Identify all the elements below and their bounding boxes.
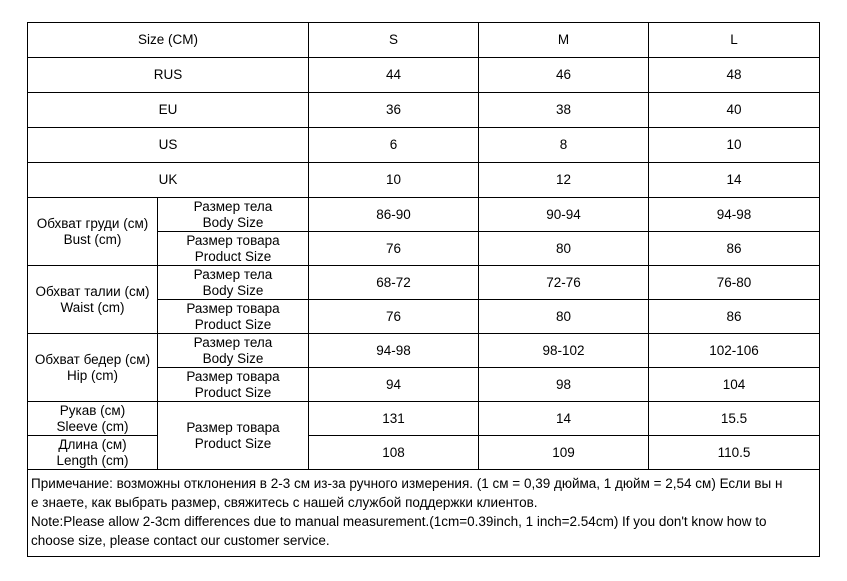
cell: 48: [649, 58, 820, 93]
note-en-line-1: Note:Please allow 2-3cm differences due to manual measurement.(1cm=0.39inch, 1 inch=2.54cm) If you don't know how to: [31, 514, 767, 529]
body-size-en: Body Size: [202, 282, 264, 298]
product-size-en: Product Size: [194, 435, 272, 451]
cell: 76: [309, 232, 479, 266]
body-size-label: [158, 266, 309, 300]
row-eu: [28, 93, 820, 128]
cell: 38: [479, 93, 649, 128]
product-size-label: [158, 300, 309, 334]
note-row: [28, 470, 820, 557]
row-us: [28, 128, 820, 163]
cell: 86: [649, 232, 820, 266]
hip-label-ru: Обхват бедер (см): [34, 351, 151, 367]
note-ru-line-1: Примечание: возможны отклонения в 2-3 см из-за ручного измерения. (1 см = 0,39 дюйма, 1 дюйм = 2,54 см) Если вы н: [31, 476, 783, 491]
row-waist-body: [28, 266, 820, 300]
sleeve-label: [28, 402, 158, 436]
note-en-line-2: choose size, please contact our customer service.: [31, 533, 330, 548]
cell: 46: [479, 58, 649, 93]
row-rus: [28, 58, 820, 93]
cell: 76-80: [649, 266, 820, 300]
waist-label-ru: Обхват талии (см): [35, 283, 150, 299]
row-label: RUS: [28, 58, 309, 93]
row-hip-body: [28, 334, 820, 368]
cell: 98-102: [479, 334, 649, 368]
row-label: UK: [28, 163, 309, 198]
cell: 94-98: [649, 198, 820, 232]
cell: 131: [309, 402, 479, 436]
length-label: [28, 436, 158, 470]
cell: 40: [649, 93, 820, 128]
product-size-label: [158, 368, 309, 402]
body-size-ru: Размер тела: [193, 334, 273, 350]
cell: 6: [309, 128, 479, 163]
hip-label-en: Hip (cm): [67, 367, 118, 383]
cell: 68-72: [309, 266, 479, 300]
length-label-en: Length (cm): [56, 452, 129, 468]
cell: 110.5: [649, 436, 820, 470]
cell: 10: [309, 163, 479, 198]
product-size-en: Product Size: [194, 384, 272, 400]
header-row: [28, 23, 820, 58]
cell: 108: [309, 436, 479, 470]
product-size-ru: Размер товара: [186, 419, 280, 435]
size-chart-table: [27, 22, 820, 557]
cell: 10: [649, 128, 820, 163]
product-size-label: [158, 232, 309, 266]
size-chart: [27, 22, 819, 557]
cell: 76: [309, 300, 479, 334]
waist-label: [28, 266, 158, 334]
product-size-ru: Размер товара: [186, 368, 280, 384]
cell: 44: [309, 58, 479, 93]
body-size-en: Body Size: [202, 350, 264, 366]
cell: 94: [309, 368, 479, 402]
bust-label-ru: Обхват груди (см): [36, 215, 149, 231]
bust-label-en: Bust (cm): [63, 231, 122, 247]
sleeve-label-en: Sleeve (cm): [56, 418, 129, 434]
cell: 80: [479, 232, 649, 266]
waist-label-en: Waist (cm): [60, 299, 125, 315]
body-size-ru: Размер тела: [193, 266, 273, 282]
cell: 98: [479, 368, 649, 402]
length-label-ru: Длина (см): [58, 436, 127, 452]
row-length: [28, 436, 820, 470]
row-uk: [28, 163, 820, 198]
cell: 8: [479, 128, 649, 163]
size-s-header: S: [309, 23, 479, 58]
bust-label: [28, 198, 158, 266]
size-m-header: M: [479, 23, 649, 58]
cell: 12: [479, 163, 649, 198]
product-size-label: [158, 402, 309, 470]
cell: 94-98: [309, 334, 479, 368]
body-size-en: Body Size: [202, 214, 264, 230]
cell: 90-94: [479, 198, 649, 232]
cell: 36: [309, 93, 479, 128]
size-l-header: L: [649, 23, 820, 58]
sleeve-label-ru: Рукав (см): [59, 402, 126, 418]
cell: 86-90: [309, 198, 479, 232]
row-label: EU: [28, 93, 309, 128]
product-size-ru: Размер товара: [186, 232, 280, 248]
cell: 102-106: [649, 334, 820, 368]
cell: 104: [649, 368, 820, 402]
cell: 15.5: [649, 402, 820, 436]
row-bust-body: [28, 198, 820, 232]
product-size-en: Product Size: [194, 248, 272, 264]
header-label: Size (CM): [28, 23, 309, 58]
cell: 14: [479, 402, 649, 436]
row-sleeve: [28, 402, 820, 436]
body-size-label: [158, 198, 309, 232]
hip-label: [28, 334, 158, 402]
note-ru-line-2: е знаете, как выбрать размер, свяжитесь с нашей службой поддержки клиентов.: [31, 495, 538, 510]
cell: 72-76: [479, 266, 649, 300]
product-size-ru: Размер товара: [186, 300, 280, 316]
body-size-ru: Размер тела: [193, 198, 273, 214]
cell: 14: [649, 163, 820, 198]
cell: 109: [479, 436, 649, 470]
row-label: US: [28, 128, 309, 163]
cell: 80: [479, 300, 649, 334]
cell: 86: [649, 300, 820, 334]
measurement-note: [28, 470, 820, 557]
body-size-label: [158, 334, 309, 368]
product-size-en: Product Size: [194, 316, 272, 332]
